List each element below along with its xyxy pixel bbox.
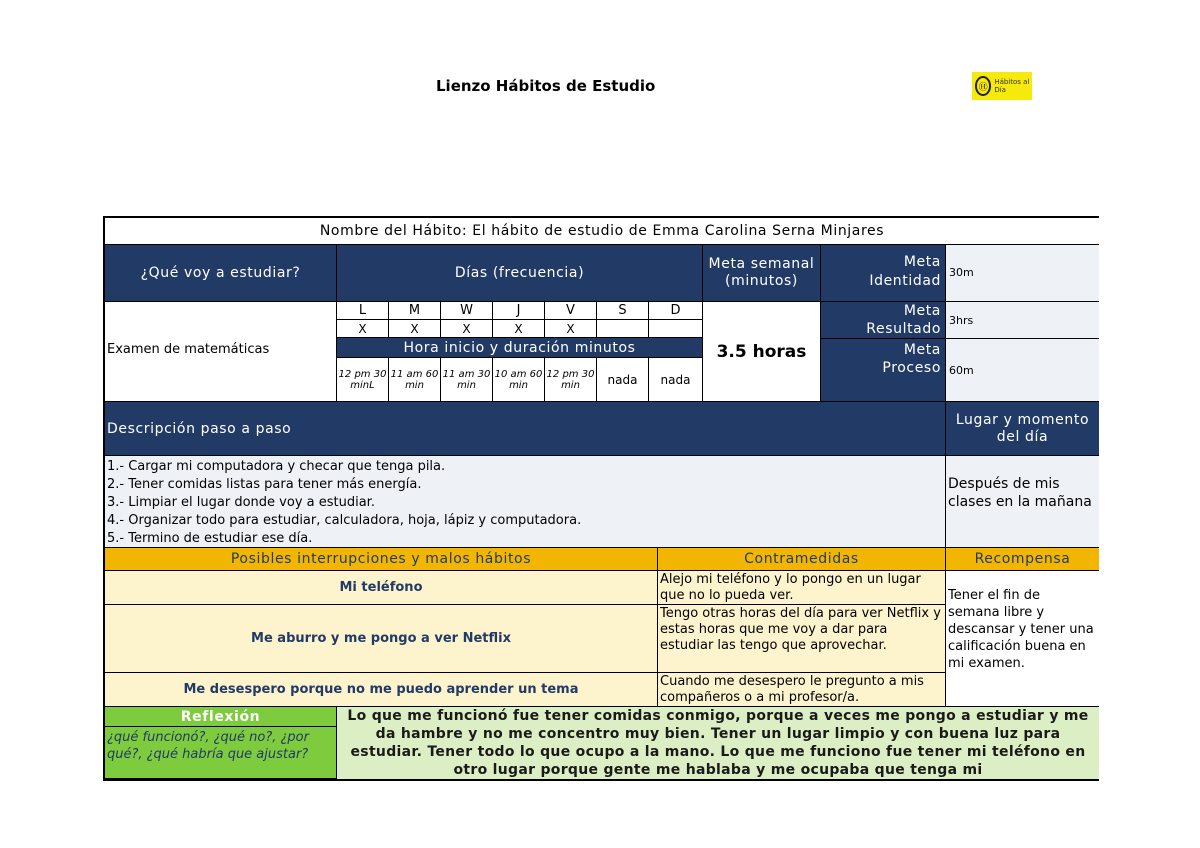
place-header: Lugar y momento del día <box>946 402 1099 456</box>
schedule-header: Hora inicio y duración minutos <box>337 338 703 358</box>
reward-value: Tener el fin de semana libre y descansar y tener una calificación buena en mi examen. <box>946 571 1099 707</box>
day-letter: W <box>441 302 493 320</box>
steps-list <box>105 456 946 548</box>
countermeasures-header: Contramedidas <box>658 548 946 571</box>
reward-header: Recompensa <box>946 548 1099 571</box>
day-letter: D <box>649 302 703 320</box>
result-goal-label: Meta Resultado <box>821 302 946 339</box>
steps-header: Descripción paso a paso <box>105 402 946 456</box>
weekly-goal-header: Meta semanal (minutos) <box>703 245 821 302</box>
process-goal-value: 60m <box>946 339 1099 402</box>
logo-icon: Ⓗ <box>975 76 991 96</box>
days-header: Días (frecuencia) <box>337 245 703 302</box>
interruptions-header: Posibles interrupciones y malos hábitos <box>105 548 658 571</box>
schedule-cell: 11 am 60 min <box>389 358 441 402</box>
day-letter: S <box>597 302 649 320</box>
schedule-cell: nada <box>649 358 703 402</box>
page-title: Lienzo Hábitos de Estudio <box>436 77 656 95</box>
step-item: 2.- Tener comidas listas para tener más energía. <box>107 477 422 492</box>
place-value: Después de mis clases en la mañana <box>946 456 1099 548</box>
identity-goal-label: Meta Identidad <box>821 245 946 302</box>
day-letter: M <box>389 302 441 320</box>
weekly-total: 3.5 horas <box>703 302 821 402</box>
step-item: 3.- Limpiar el lugar donde voy a estudiar. <box>107 495 375 510</box>
step-item: 1.- Cargar mi computadora y checar que tenga pila. <box>107 459 446 474</box>
schedule-cell: 11 am 30 min <box>441 358 493 402</box>
reflection-prompt: ¿qué funcionó?, ¿qué no?, ¿por qué?, ¿qué habría que ajustar? <box>105 727 337 779</box>
schedule-cell: 10 am 60 min <box>493 358 545 402</box>
schedule-cell: nada <box>597 358 649 402</box>
schedule-cell: 12 pm 30 min <box>545 358 597 402</box>
habit-name: Nombre del Hábito: El hábito de estudio de Emma Carolina Serna Minjares <box>105 218 1099 245</box>
identity-goal-value: 30m <box>946 245 1099 302</box>
step-item: 4.- Organizar todo para estudiar, calculadora, hoja, lápiz y computadora. <box>107 513 582 528</box>
study-subject: Examen de matemáticas <box>105 302 337 402</box>
day-mark <box>597 320 649 338</box>
process-goal-label: Meta Proceso <box>821 339 946 402</box>
habit-canvas <box>103 216 1099 781</box>
day-letter: J <box>493 302 545 320</box>
day-letter: V <box>545 302 597 320</box>
countermeasure-text: Tengo otras horas del día para ver Netflix y estas horas que me voy a dar para estudiar las tengo que aprovechar. <box>658 605 946 673</box>
result-goal-value: 3hrs <box>946 302 1099 339</box>
day-mark: X <box>545 320 597 338</box>
what-study-header: ¿Qué voy a estudiar? <box>105 245 337 302</box>
day-mark <box>649 320 703 338</box>
step-item: 5.- Termino de estudiar ese día. <box>107 531 313 546</box>
countermeasure-text: Cuando me desespero le pregunto a mis compañeros o a mi profesor/a. <box>658 673 946 707</box>
day-mark: X <box>389 320 441 338</box>
interruption-habit: Me desespero porque no me puedo aprender un tema <box>105 673 658 707</box>
logo-text: Hábitos al Día <box>994 78 1030 94</box>
day-mark: X <box>493 320 545 338</box>
interruption-habit: Mi teléfono <box>105 571 658 605</box>
day-letter: L <box>337 302 389 320</box>
reflection-text: Lo que me funcionó fue tener comidas conmigo, porque a veces me pongo a estudiar y me da hambre y no me concentro muy bien. Tener un lugar limpio y con buena luz para estudiar. Tener todo lo que ocupo a la mano. Lo que me funciono fue tener mi teléfono en otro lugar porque gente me hablaba y me ocupaba que tenga mi <box>337 707 1099 779</box>
countermeasure-text: Alejo mi teléfono y lo pongo en un lugar que no lo pueda ver. <box>658 571 946 605</box>
schedule-cell: 12 pm 30 minL <box>337 358 389 402</box>
logo <box>972 72 1032 100</box>
reflection-header: Reflexión <box>105 707 337 727</box>
day-mark: X <box>441 320 493 338</box>
day-mark: X <box>337 320 389 338</box>
interruption-habit: Me aburro y me pongo a ver Netflix <box>105 605 658 673</box>
